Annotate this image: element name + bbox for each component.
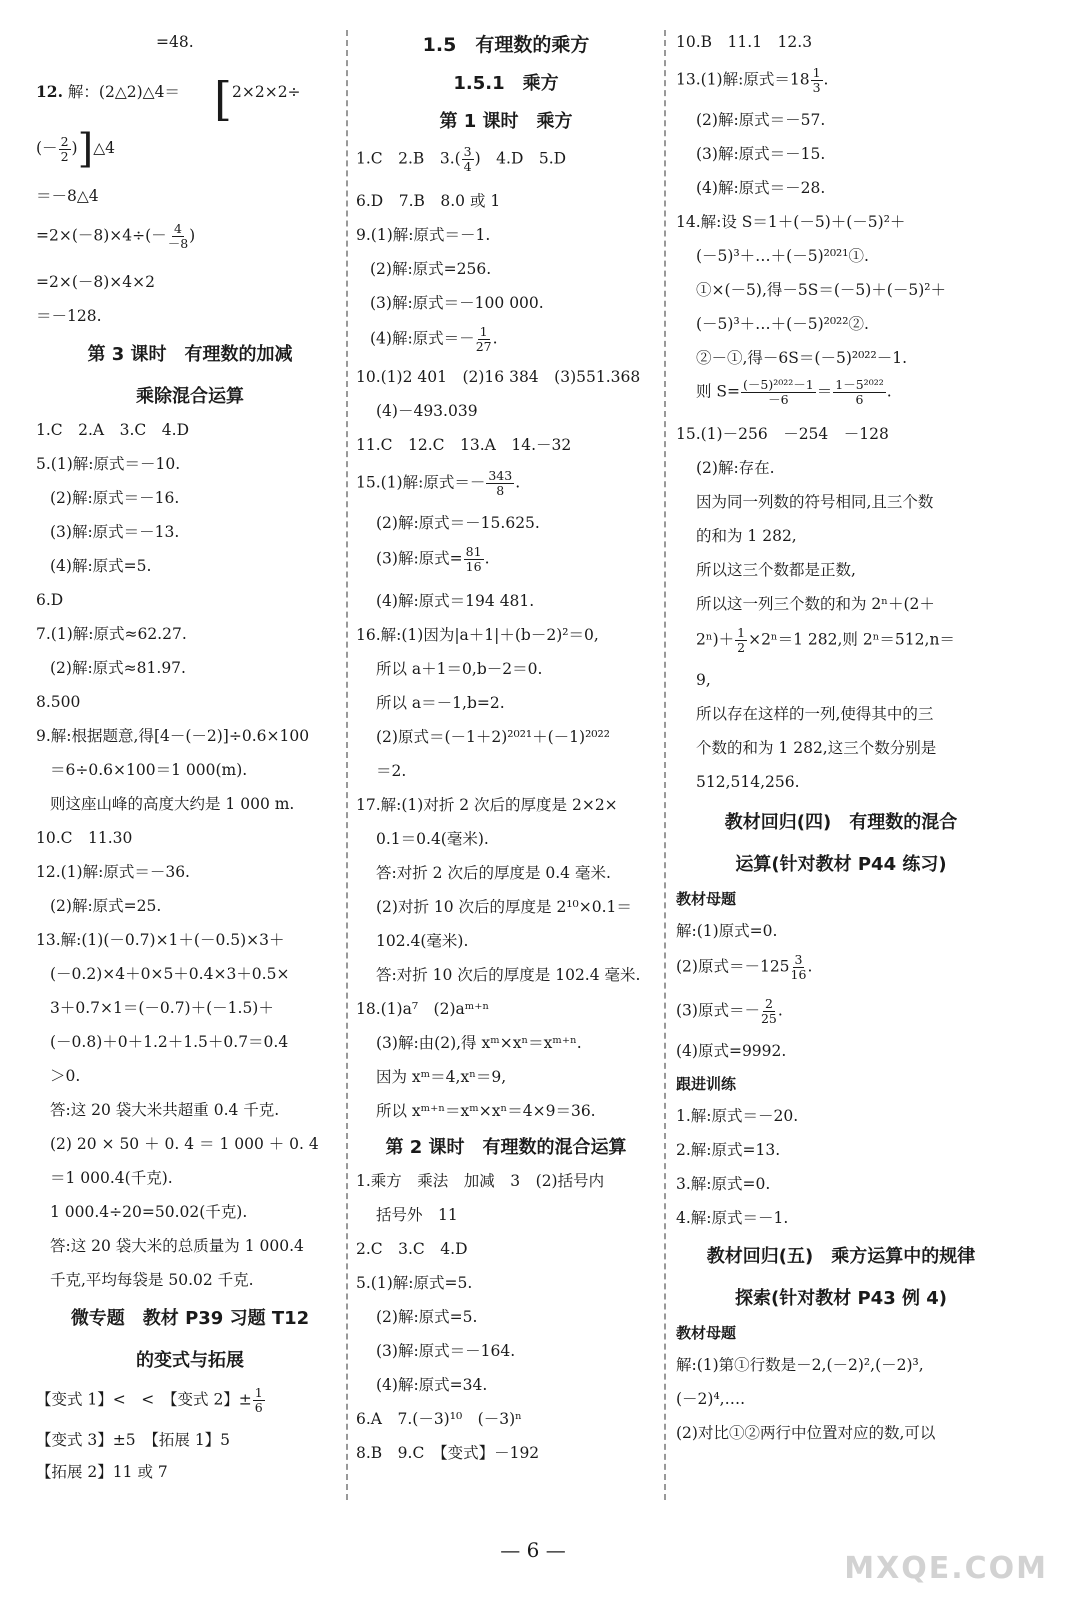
text-line: (2)解:原式＝－57. bbox=[696, 111, 826, 129]
section-heading: 第 3 课时 有理数的加减 bbox=[87, 344, 293, 365]
text-line: 1.C 2.B 3.( $\frac{3}{4}$ ) 4.D 5.D bbox=[356, 144, 567, 174]
text-line: (－5)³＋…＋(－5)²⁰²¹①. bbox=[696, 247, 869, 265]
text-line: (2)解:原式=25. bbox=[50, 897, 162, 915]
text-line: 所以 xᵐ⁺ⁿ＝xᵐ×xⁿ＝4×9＝36. bbox=[376, 1102, 596, 1120]
text-line: 14.解:设 S＝1＋(－5)＋(－5)²＋ bbox=[676, 213, 906, 231]
text-line: 千克,平均每袋是 50.02 千克. bbox=[50, 1271, 254, 1289]
text-line: 所以这一列三个数的和为 2ⁿ＋(2＋ bbox=[696, 595, 935, 613]
section-heading: 1.5.1 乘方 bbox=[453, 73, 559, 94]
text-line: 12.(1)解:原式＝－36. bbox=[36, 863, 190, 881]
text-line: 因为同一列数的符号相同,且三个数 bbox=[696, 493, 934, 511]
text-line: (3)原式＝－ $\frac{2}{25}$ . bbox=[676, 996, 783, 1026]
text-line: 12. 解：(2△2)△4＝ [ 2×2×2÷ bbox=[36, 72, 301, 126]
text-line: (3)解:原式＝－100 000. bbox=[370, 294, 544, 312]
text-line: 6.D bbox=[36, 591, 64, 609]
text-line: 则这座山峰的高度大约是 1 000 m. bbox=[50, 795, 295, 813]
text-line: (2)对折 10 次后的厚度是 2¹⁰×0.1＝ bbox=[376, 898, 632, 916]
text-line: 18.(1)a⁷ (2)aᵐ⁺ⁿ bbox=[356, 1000, 490, 1018]
text-line: ＝6÷0.6×100＝1 000(m). bbox=[50, 761, 248, 779]
text-line: 则 S= $\frac{\text{(－5)²⁰²²－1}}{-6}$ ＝ $\frac{\text{1－5²⁰²²}}{6}$ . bbox=[696, 377, 892, 407]
chapter-heading: 1.5 有理数的乘方 bbox=[422, 34, 590, 56]
text-line: (4)解:原式=34. bbox=[376, 1376, 488, 1394]
text-line: 8.500 bbox=[36, 693, 81, 711]
text-line: 所以 a＋1＝0,b－2＝0. bbox=[376, 660, 543, 678]
section-heading: 第 2 课时 有理数的混合运算 bbox=[385, 1137, 627, 1158]
text-line: 17.解:(1)对折 2 次后的厚度是 2×2× bbox=[356, 796, 618, 814]
text-line: (2)解:原式＝－15.625. bbox=[376, 514, 540, 532]
fraction: $\frac{343}{8}$ bbox=[488, 468, 513, 498]
column-middle bbox=[356, 24, 656, 1463]
text-line: 5.(1)解:原式=5. bbox=[356, 1274, 473, 1292]
text-line: (3)解:原式＝－164. bbox=[376, 1342, 516, 1360]
text-line: 所以存在这样的一列,使得其中的三 bbox=[696, 705, 934, 723]
text-line: (2)原式＝(－1＋2)²⁰²¹＋(－1)²⁰²² bbox=[376, 728, 610, 746]
page-number: — 6 — bbox=[500, 1538, 566, 1562]
text-line: 15.(1)解:原式＝－ $\frac{343}{8}$ . bbox=[356, 468, 521, 498]
text-line: 3.解:原式=0. bbox=[676, 1175, 771, 1193]
text-line: (3)解:由(2),得 xᵐ×xⁿ＝xᵐ⁺ⁿ. bbox=[376, 1034, 582, 1052]
text-line: 解:(1)第①行数是－2,(－2)²,(－2)³, bbox=[676, 1356, 924, 1374]
text-line: 个数的和为 1 282,这三个数分别是 bbox=[696, 739, 937, 757]
text-line: (2)解:原式=256. bbox=[370, 260, 492, 278]
text-line: 答:这 20 袋大米的总质量为 1 000.4 bbox=[50, 1237, 304, 1255]
fraction: $\frac{3}{4}$ bbox=[463, 144, 472, 174]
text-line: =48. bbox=[156, 33, 194, 51]
text-line: (2) 20 × 50 ＋ 0. 4 ＝ 1 000 ＋ 0. 4 bbox=[50, 1135, 319, 1153]
column-left bbox=[36, 24, 344, 1482]
text-line: 512,514,256. bbox=[696, 773, 800, 791]
subheading: 教材母题 bbox=[676, 1324, 737, 1342]
text-line: (2)解:原式＝－16. bbox=[50, 489, 180, 507]
text-line: 答:这 20 袋大米共超重 0.4 千克. bbox=[50, 1101, 280, 1119]
text-line: 13.(1)解:原式＝18 $\frac{1}{3}$ . bbox=[676, 65, 829, 95]
subheading: 跟进训练 bbox=[676, 1075, 737, 1093]
text-line: (4)解:原式＝－28. bbox=[696, 179, 826, 197]
text-line: (2)解:存在. bbox=[696, 459, 775, 477]
text-line: 9.解:根据题意,得[4－(－2)]÷0.6×100 bbox=[36, 727, 310, 745]
fraction: $\frac{\text{1－5²⁰²²}}{6}$ bbox=[835, 377, 884, 407]
text-line: (4)原式=9992. bbox=[676, 1042, 787, 1060]
text-line: 3＋0.7×1＝(－0.7)＋(－1.5)＋ bbox=[50, 999, 274, 1017]
text-line: (4)解:原式＝－ $\frac{1}{27}$ . bbox=[370, 324, 498, 354]
fraction: $\frac{1}{27}$ bbox=[475, 324, 492, 354]
fraction: $\frac{3}{16}$ bbox=[790, 952, 807, 982]
text-line: (2)原式＝－125 $\frac{3}{16}$ . bbox=[676, 952, 813, 982]
text-line: (3)解:原式＝－13. bbox=[50, 523, 180, 541]
text-line: 因为 xᵐ＝4,xⁿ＝9, bbox=[376, 1068, 507, 1086]
text-line: 2ⁿ)＋ $\frac{1}{2}$ ×2ⁿ＝1 282,则 2ⁿ＝512,n＝ bbox=[696, 625, 955, 655]
text-line: ＝－8△4 bbox=[36, 187, 99, 205]
text-line: 11.C 12.C 13.A 14.－32 bbox=[356, 436, 572, 454]
text-line: 6.A 7.(－3)¹⁰ (－3)ⁿ bbox=[356, 1410, 522, 1428]
text-line: =2×(－8)×4÷(－ $\frac{4}{-8}$ ) bbox=[36, 221, 196, 251]
text-line: (2)解:原式≈81.97. bbox=[50, 659, 186, 677]
fraction: $\frac{2}{2}$ bbox=[60, 133, 69, 164]
text-line: =2×(－8)×4×2 bbox=[36, 273, 155, 291]
text-line: 9.(1)解:原式＝－1. bbox=[356, 226, 491, 244]
section-heading: 乘除混合运算 bbox=[136, 386, 244, 407]
text-line: 括号外 11 bbox=[376, 1206, 458, 1224]
text-line: 7.(1)解:原式≈62.27. bbox=[36, 625, 187, 643]
left-bracket: [ bbox=[214, 72, 232, 126]
fraction: $\frac{1}{3}$ bbox=[812, 65, 821, 95]
text-line: 1 000.4÷20=50.02(千克). bbox=[50, 1203, 248, 1221]
watermark-logo: MXQE.COM bbox=[844, 1551, 1048, 1586]
fraction: $\frac{4}{-8}$ bbox=[167, 221, 189, 251]
text-line: 5.(1)解:原式＝－10. bbox=[36, 455, 181, 473]
column-divider bbox=[664, 30, 666, 1500]
text-line: 0.1＝0.4(毫米). bbox=[376, 830, 489, 848]
text-line: 1.解:原式＝－20. bbox=[676, 1107, 799, 1125]
text-line: ＞0. bbox=[50, 1067, 81, 1085]
column-divider bbox=[346, 30, 348, 1500]
section-heading: 运算(针对教材 P44 练习) bbox=[735, 854, 947, 875]
text-line: (2)对比①②两行中位置对应的数,可以 bbox=[676, 1424, 936, 1442]
text-line: (4)－493.039 bbox=[376, 402, 478, 420]
text-line: ＝1 000.4(千克). bbox=[50, 1169, 173, 1187]
text-line: (－ $\frac{2}{2}$ )]△4 bbox=[36, 126, 115, 172]
text-line: 答:对折 2 次后的厚度是 0.4 毫米. bbox=[376, 864, 611, 882]
section-heading: 的变式与拓展 bbox=[136, 1350, 244, 1371]
section-heading: 教材回归(四) 有理数的混合 bbox=[724, 812, 958, 833]
fraction: $\frac{2}{25}$ bbox=[760, 996, 777, 1026]
text-line: 10.C 11.30 bbox=[36, 829, 133, 847]
text-line: 1.C 2.A 3.C 4.D bbox=[36, 421, 189, 439]
column-right bbox=[676, 24, 1006, 1443]
section-heading: 教材回归(五) 乘方运算中的规律 bbox=[706, 1246, 976, 1267]
text-line: (－0.8)＋0＋1.2＋1.5＋0.7＝0.4 bbox=[50, 1033, 289, 1051]
text-line: 13.解:(1)(－0.7)×1＋(－0.5)×3＋ bbox=[36, 931, 285, 949]
text-line: ＝2. bbox=[376, 762, 407, 780]
text-line: 10.B 11.1 12.3 bbox=[676, 33, 813, 51]
text-line: 【变式 3】±5 【拓展 1】5 bbox=[36, 1431, 231, 1449]
text-line: 15.(1)－256 －254 －128 bbox=[676, 425, 889, 443]
text-line: 【拓展 2】11 或 7 bbox=[36, 1463, 168, 1481]
text-line: (－2)⁴,…. bbox=[676, 1390, 746, 1408]
text-line: 【变式 1】< < 【变式 2】± $\frac{1}{6}$ bbox=[36, 1385, 263, 1415]
text-line: 10.(1)2 401 (2)16 384 (3)551.368 bbox=[356, 368, 641, 386]
text-line: 16.解:(1)因为|a＋1|＋(b－2)²＝0, bbox=[356, 626, 599, 644]
section-heading: 第 1 课时 乘方 bbox=[439, 111, 573, 132]
fraction: $\frac{\text{(－5)²⁰²²－1}}{-6}$ bbox=[743, 377, 814, 407]
section-heading: 微专题 教材 P39 习题 T12 bbox=[70, 1308, 310, 1329]
subheading: 教材母题 bbox=[676, 890, 737, 908]
text-line: (－5)³＋…＋(－5)²⁰²²②. bbox=[696, 315, 869, 333]
text-line: (4)解:原式＝194 481. bbox=[376, 592, 535, 610]
text-line: (3)解:原式＝－15. bbox=[696, 145, 826, 163]
section-heading: 探索(针对教材 P43 例 4) bbox=[734, 1288, 948, 1309]
text-line: 6.D 7.B 8.0 或 1 bbox=[356, 192, 501, 210]
text-line: (4)解:原式=5. bbox=[50, 557, 152, 575]
fraction: $\frac{81}{16}$ bbox=[465, 544, 482, 574]
text-line: 解:(1)原式=0. bbox=[676, 922, 778, 940]
fraction: $\frac{1}{2}$ bbox=[737, 625, 746, 655]
text-line: 9, bbox=[696, 671, 711, 689]
fraction: $\frac{1}{6}$ bbox=[254, 1385, 263, 1415]
text-line: 4.解:原式＝－1. bbox=[676, 1209, 789, 1227]
text-line: (3)解:原式= $\frac{81}{16}$ . bbox=[376, 544, 490, 574]
text-line: ＝－128. bbox=[36, 307, 102, 325]
text-line: 8.B 9.C 【变式】－192 bbox=[356, 1444, 540, 1462]
text-line: 答:对折 10 次后的厚度是 102.4 毫米. bbox=[376, 966, 641, 984]
text-line: 的和为 1 282, bbox=[696, 527, 797, 545]
right-bracket: ] bbox=[77, 126, 94, 172]
text-line: ②－①,得－6S＝(－5)²⁰²²－1. bbox=[696, 349, 908, 367]
text-line: ①×(－5),得－5S＝(－5)＋(－5)²＋ bbox=[696, 281, 946, 299]
text-line: (－0.2)×4＋0×5＋0.4×3＋0.5× bbox=[50, 965, 290, 983]
text-line: 所以这三个数都是正数, bbox=[696, 561, 856, 579]
text-line: (2)解:原式=5. bbox=[376, 1308, 478, 1326]
text-line: 102.4(毫米). bbox=[376, 932, 469, 950]
text-line: 1.乘方 乘法 加减 3 (2)括号内 bbox=[356, 1172, 605, 1190]
text-line: 2.C 3.C 4.D bbox=[356, 1240, 468, 1258]
text-line: 2.解:原式=13. bbox=[676, 1141, 781, 1159]
text-line: 所以 a＝－1,b=2. bbox=[376, 694, 505, 712]
